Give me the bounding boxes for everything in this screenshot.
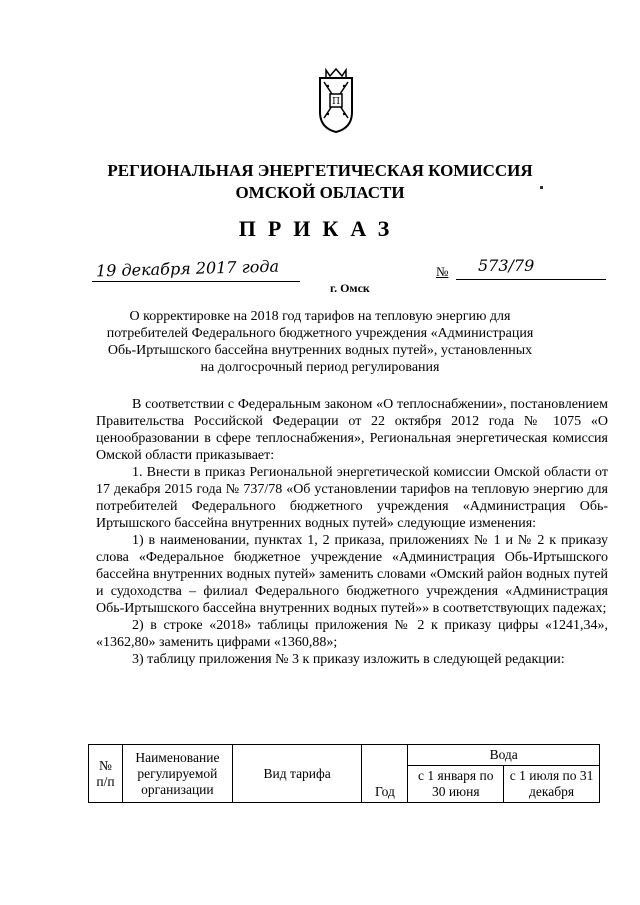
handwritten-number: 573/79	[478, 256, 535, 275]
order-body	[96, 396, 608, 668]
subitem-3-paragraph: 3) таблицу приложения № 3 к приказу изложить в следующей редакции:	[132, 652, 565, 667]
item-1-paragraph: 1. Внести в приказ Региональной энергетической комиссии Омской области от 17 декабря 2015 года № 737/78 «Об установлении тарифов на тепловую энергию для потребителей Федерального бюджетного учреждения «Администрация Обь-Иртышского бассейна внутренних водных путей» следующие изменения:	[96, 465, 608, 531]
document-type: ПРИКАЗ	[238, 216, 402, 241]
header-period-1: с 1 января по 30 июня	[408, 766, 504, 803]
city: г. Омск	[330, 281, 370, 295]
org-title-line2: ОМСКОЙ ОБЛАСТИ	[235, 183, 405, 202]
header-num: № п/п	[89, 745, 123, 803]
number-label: №	[436, 264, 449, 279]
subitem-2-paragraph: 2) в строке «2018» таблицы приложения № 2 к приказу цифры «1241,34», «1362,80» заменить цифрами «1360,88»;	[96, 618, 608, 650]
header-period-2: с 1 июля по 31 декабря	[504, 766, 600, 803]
header-year: Год	[362, 745, 408, 803]
subject-line: на долгосрочный период регулирования	[200, 360, 440, 375]
tariff-table	[88, 744, 600, 803]
omsk-coat-of-arms-icon	[318, 68, 354, 134]
header-tariff-type: Вид тарифа	[232, 745, 362, 803]
handwritten-date: 19 декабря 2017 года	[95, 256, 280, 281]
order-subject	[100, 308, 540, 376]
org-title-line1: РЕГИОНАЛЬНАЯ ЭНЕРГЕТИЧЕСКАЯ КОМИССИЯ	[107, 161, 533, 180]
preamble-paragraph: В соответствии с Федеральным законом «О теплоснабжении», постановлением Правительства Российской Федерации от 22 октября 2012 года № 1075 «О ценообразовании в сфере теплоснабжения», Региональная энергетическая комиссия Омской области приказывает:	[96, 397, 608, 463]
svg-text:П: П	[332, 97, 340, 107]
date-underline	[92, 281, 300, 282]
scan-speck	[540, 186, 543, 189]
subject-line: О корректировке на 2018 год тарифов на тепловую энергию для	[129, 309, 511, 324]
number-underline	[456, 279, 606, 280]
org-title	[60, 160, 580, 204]
subitem-1-paragraph: 1) в наименовании, пунктах 1, 2 приказа, приложениях № 1 и № 2 к приказу слова «Федеральное бюджетное учреждение «Администрация Обь-Иртышского бассейна внутренних водных путей» заменить словами «Омский район водных путей и судоходства – филиал Федерального бюджетного учреждения «Администрация Обь-Иртышского бассейна внутренних водных путей»» в соответствующих падежах;	[96, 533, 608, 616]
subject-line: потребителей Федерального бюджетного учреждения «Администрация	[106, 326, 534, 341]
header-organization: Наименование регулируемой организации	[122, 745, 232, 803]
header-water-group: Вода	[408, 745, 600, 766]
subject-line: Обь-Иртышского бассейна внутренних водных путей», установленных	[107, 343, 533, 358]
